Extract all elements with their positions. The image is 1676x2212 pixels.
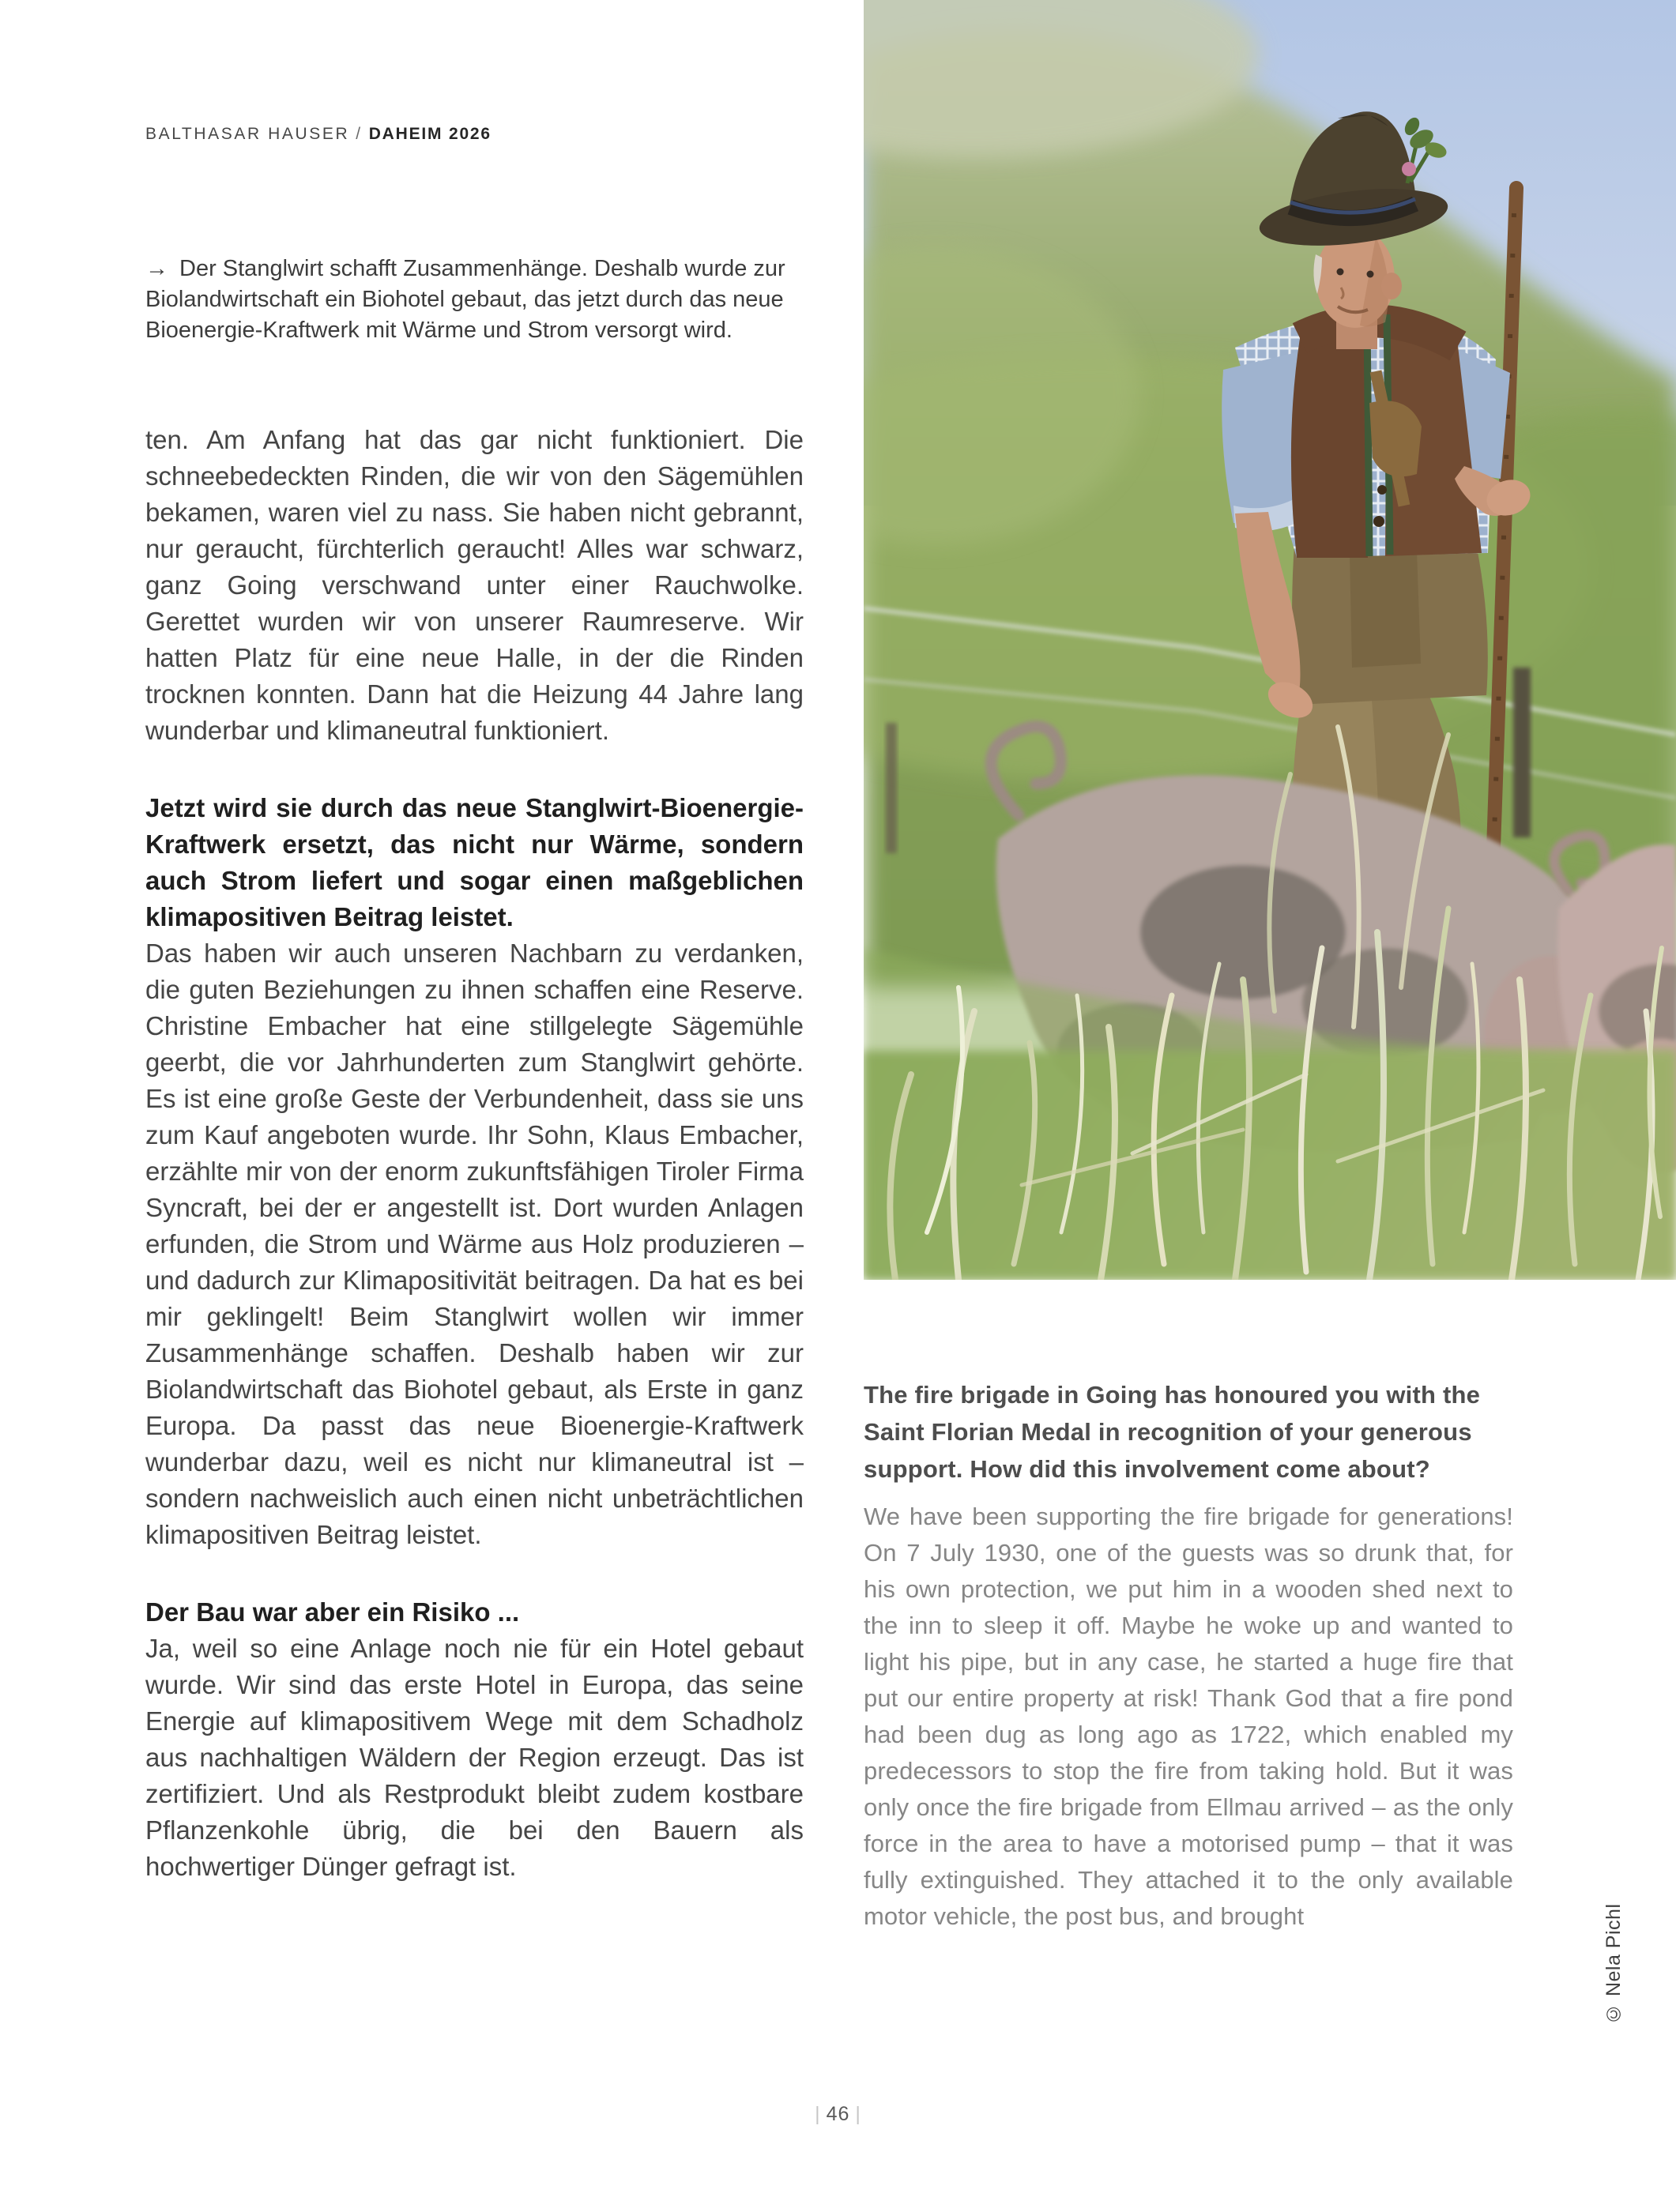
photo-caption (145, 254, 789, 346)
kicker-separator: / (356, 125, 363, 143)
subheading-risiko: Der Bau war aber ein Risiko ... (145, 1597, 520, 1627)
folio-right-bar: | (855, 2103, 861, 2125)
article-column-english (864, 1376, 1513, 1935)
arrow-right-icon: → (145, 256, 168, 281)
photo-caption-text: Der Stanglwirt schafft Zusammenhänge. Deshalb wurde zur Biolandwirtschaft ein Biohotel gebaut, das jetzt durch das neue Bioenergie-Kraftwerk mit Wärme und Strom versorgt wird. (145, 256, 785, 343)
interview-answer: We have been supporting the fire brigade for generations! On 7 July 1930, one of the guests was so drunk that, for his own protection, we put him in a wooden shed next to the inn to sleep it off. Maybe he woke up and wanted to light his pipe, but in any case, he started a huge fire that put our entire property at risk! Thank God that a fire pond had been dug as long ago as 1722, which enabled my predecessors to stop the fire from taking hold. But it was only once the fire brigade from Ellmau arrived – as the only force in the area to have a motorised pump – that it was fully extinguished. They attached it to the only available motor vehicle, the post bus, and brought (864, 1503, 1513, 1930)
paragraph-de-2: Das haben wir auch unseren Nachbarn zu verdanken, die guten Beziehungen zu ihnen schaffen eine Reserve. Christine Embacher hat eine stillgelegte Sägemühle geerbt, die vor Jahrhunderten zum Stanglwirt gehörte. Es ist eine große Geste der Verbundenheit, dass sie uns zum Kauf angeboten wurde. Ihr Sohn, Klaus Embacher, erzählte mir von der enorm zukunftsfähigen Tiroler Firma Syncraft, bei der er angestellt ist. Dort wurden Anlagen erfunden, die Strom und Wärme aus Holz produzieren – und dadurch zur Klimapositivität beitragen. Da hat es bei mir geklingelt! Beim Stanglwirt wollen wir immer Zusammenhänge schaffen. Deshalb haben wir zur Biolandwirtschaft das Biohotel gebaut, als Erste in ganz Europa. Da passt das neue Bioenergie-Kraftwerk wunderbar dazu, weil es nicht nur klimaneutral ist – sondern nachweislich auch einen nicht unbeträchtlichen klimapositiven Beitrag leistet. (145, 939, 804, 1549)
photo-illustration (864, 0, 1676, 1280)
paragraph-de-1: ten. Am Anfang hat das gar nicht funktioniert. Die schneebedeckten Rinden, die wir von den Sägemühlen bekamen, waren viel zu nass. Sie haben nicht gebrannt, nur geraucht, fürchterlich geraucht! Alles war schwarz, ganz Going verschwand unter einer Rauchwolke. Gerettet wurden wir von unserer Raumreserve. Wir hatten Platz für eine neue Halle, in der die Rinden trocknen konnten. Dann hat die Heizung 44 Jahre lang wunderbar und klimaneutral funktioniert. (145, 425, 804, 745)
page-number (0, 2103, 1676, 2126)
photo-credit: © Nela Pichl (1603, 1903, 1625, 2025)
folio-number: 46 (826, 2103, 850, 2125)
page-kicker (145, 125, 492, 144)
interview-question: The fire brigade in Going has honoured you with the Saint Florian Medal in recognition of your generous support. How did this involvement come about? (864, 1381, 1481, 1483)
photo-farmer-with-pigs (864, 0, 1676, 1280)
folio-left-bar: | (815, 2103, 821, 2125)
author-name: BALTHASAR HAUSER (145, 125, 350, 143)
article-column-german (145, 422, 804, 1885)
issue-title: DAHEIM 2026 (368, 125, 492, 143)
paragraph-de-3: Ja, weil so eine Anlage noch nie für ein Hotel gebaut wurde. Wir sind das erste Hotel in Europa, das seine Energie auf klimapositivem Wege mit dem Schadholz aus nachhaltigen Wäldern der Region erzeugt. Das ist zertifiziert. Und als Restprodukt bleibt zudem kostbare Pflanzenkohle übrig, die bei den Bauern als hochwertiger Dünger gefragt ist. (145, 1634, 804, 1881)
paragraph-de-bold-lead: Jetzt wird sie durch das neue Stanglwirt-Bioenergie-Kraftwerk ersetzt, das nicht nur Wärme, sondern auch Strom liefert und sogar einen maßgeblichen klimapositiven Beitrag leistet. (145, 793, 804, 931)
